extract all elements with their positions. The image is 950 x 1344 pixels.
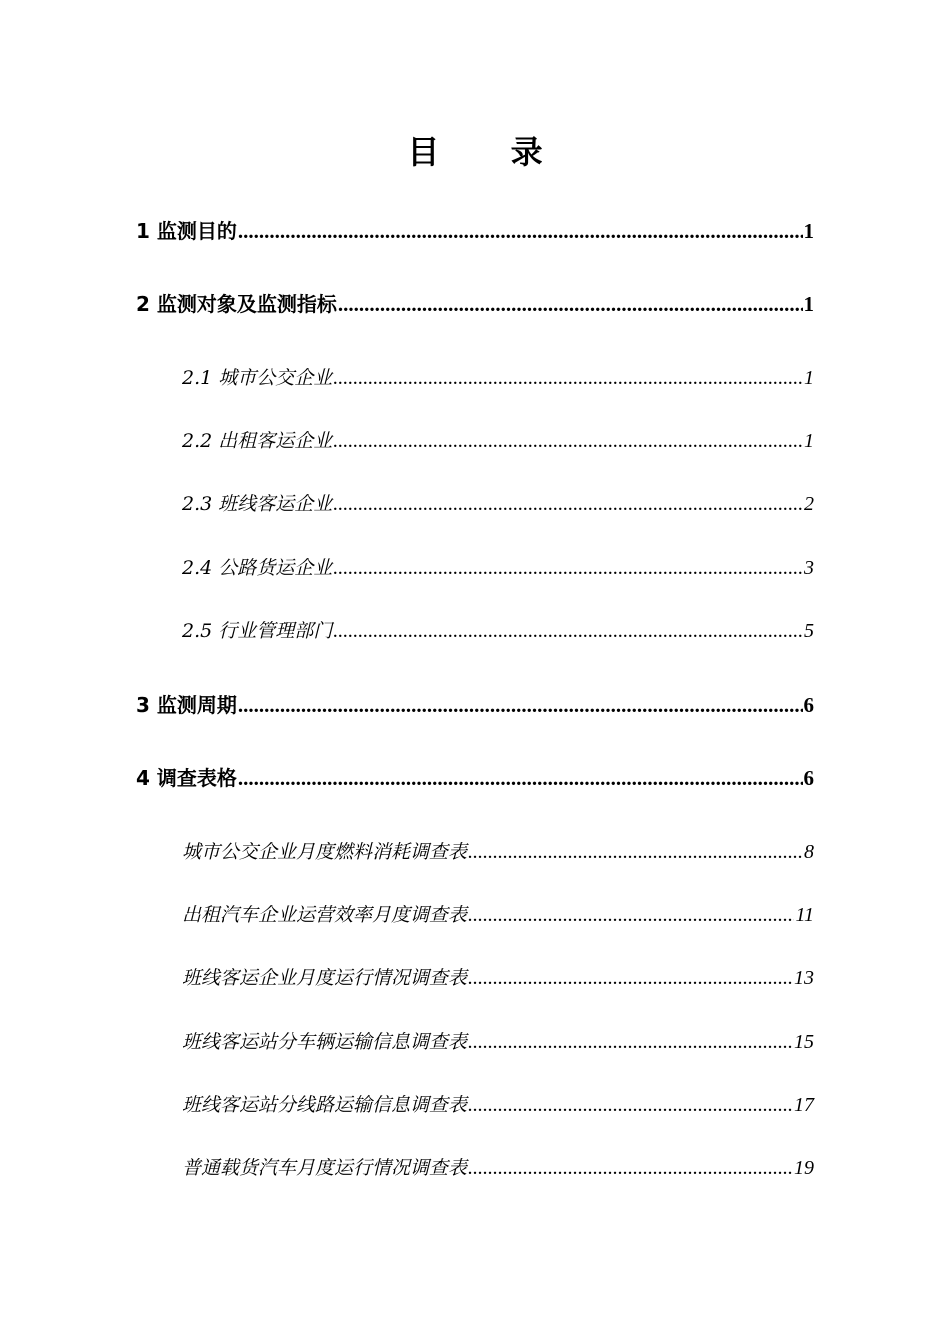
toc-entry-page: 3 [804, 557, 814, 579]
toc-dot-leader [468, 900, 794, 930]
toc-dot-leader [238, 690, 803, 720]
toc-dot-leader [333, 616, 803, 646]
toc-entry-text: 2 监测对象及监测指标 [136, 292, 337, 316]
toc-dot-leader [333, 363, 803, 393]
toc-dot-leader [333, 426, 803, 456]
toc-dot-leader [333, 553, 803, 583]
toc-entry-page: 6 [803, 766, 814, 790]
toc-entry-text: 普通载货汽车月度运行情况调查表 [182, 1157, 468, 1179]
toc-entry[interactable] [136, 690, 814, 720]
toc-entry[interactable] [182, 900, 814, 930]
toc-entry-page: 1 [804, 367, 814, 389]
toc-entry[interactable] [182, 553, 814, 583]
toc-entry[interactable] [182, 489, 814, 519]
toc-entry-text: 班线客运站分车辆运输信息调查表 [182, 1031, 468, 1053]
toc-entry-text: 班线客运企业月度运行情况调查表 [182, 967, 468, 989]
toc-entry-page: 8 [804, 841, 814, 863]
toc-entry-text: 班线客运站分线路运输信息调查表 [182, 1094, 468, 1116]
toc-entry-text: 2.4 公路货运企业 [182, 557, 333, 579]
toc-entry[interactable] [136, 763, 814, 793]
toc-entry-text: 2.3 班线客运企业 [182, 493, 333, 515]
toc-entry[interactable] [182, 1027, 814, 1057]
toc-entry-text: 2.5 行业管理部门 [182, 620, 333, 642]
toc-entry-page: 13 [794, 967, 814, 989]
toc-entry-text: 3 监测周期 [136, 693, 237, 717]
toc-dot-leader [468, 1090, 793, 1120]
toc-entry-page: 17 [794, 1094, 814, 1116]
toc-entry-page: 19 [794, 1157, 814, 1179]
toc-entry-text: 2.2 出租客运企业 [182, 430, 333, 452]
toc-dot-leader [468, 1153, 793, 1183]
toc-entry[interactable] [182, 837, 814, 867]
toc-entry-page: 1 [803, 292, 814, 316]
toc-dot-leader [468, 837, 803, 867]
toc-entry-text: 城市公交企业月度燃料消耗调查表 [182, 841, 468, 863]
toc-dot-leader [333, 489, 803, 519]
toc-entry-text: 出租汽车企业运营效率月度调查表 [182, 904, 468, 926]
toc-entry[interactable] [182, 1153, 814, 1183]
toc-entry-page: 11 [795, 904, 814, 926]
toc-entry-page: 6 [803, 693, 814, 717]
toc-entry[interactable] [182, 963, 814, 993]
toc-entry-text: 1 监测目的 [136, 219, 237, 243]
toc-entry[interactable] [136, 289, 814, 319]
toc-entry[interactable] [182, 616, 814, 646]
toc-entry-page: 2 [804, 493, 814, 515]
toc-entry-page: 5 [804, 620, 814, 642]
toc-dot-leader [238, 763, 803, 793]
toc-entry[interactable] [182, 363, 814, 393]
toc-entry-page: 15 [794, 1031, 814, 1053]
toc-entry[interactable] [136, 216, 814, 246]
toc-dot-leader [238, 216, 803, 246]
toc-entry-text: 4 调查表格 [136, 766, 237, 790]
toc-dot-leader [468, 963, 793, 993]
toc-entry[interactable] [182, 426, 814, 456]
toc-entry-page: 1 [803, 219, 814, 243]
toc-dot-leader [338, 289, 803, 319]
toc-entry-page: 1 [804, 430, 814, 452]
toc-title: 目 录 [407, 133, 573, 171]
toc-entry[interactable] [182, 1090, 814, 1120]
toc-entry-text: 2.1 城市公交企业 [182, 367, 333, 389]
toc-dot-leader [468, 1027, 793, 1057]
